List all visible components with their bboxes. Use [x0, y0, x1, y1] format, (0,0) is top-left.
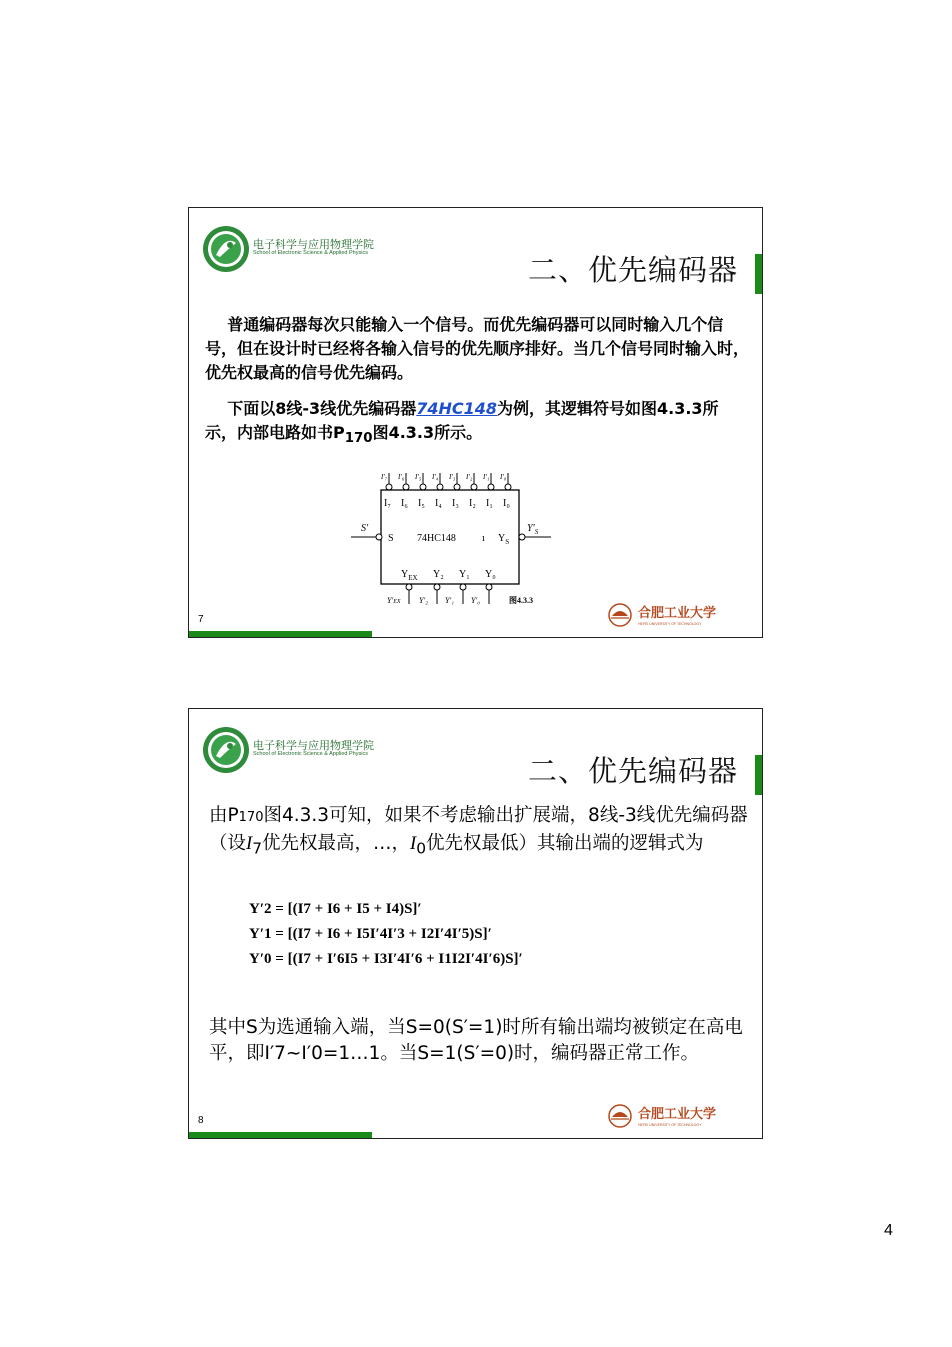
- slide-title: 二、优先编码器: [527, 754, 738, 788]
- svg-text:I′₂: I′₂: [466, 473, 473, 481]
- svg-text:I′₃: I′₃: [449, 473, 456, 481]
- chip-name-label: 74HC148: [417, 533, 456, 544]
- equation-y0: Y′0 = [(I7 + I′6I5 + I3I′4I′6 + I1I2I′4I′6)S]′: [249, 951, 523, 967]
- svg-text:I₀: I₀: [503, 498, 510, 509]
- svg-text:I′₄: I′₄: [432, 473, 439, 481]
- title-accent-bar: [755, 755, 762, 795]
- slide-page-number: 8: [198, 1115, 204, 1126]
- school-logo-icon: [202, 726, 250, 774]
- school-name-cn: 电子科学与应用物理学院: [253, 238, 374, 251]
- equation-y2: Y′2 = [(I7 + I6 + I5 + I4)S]′: [249, 901, 422, 917]
- svg-text:合肥工业大学: 合肥工业大学: [638, 1107, 717, 1122]
- figure-label: 图4.3.3: [509, 596, 533, 605]
- school-logo-icon: [202, 225, 250, 273]
- svg-text:Y′S: $Y'_S$: [527, 523, 539, 536]
- var-i0-sub: 0: [416, 839, 426, 858]
- svg-text:I′₅: I′₅: [415, 473, 422, 481]
- var-i7: I: [246, 834, 253, 854]
- paragraph-example: [205, 397, 750, 451]
- school-name-en: School of Electronic Science & Applied Physics: [253, 751, 368, 757]
- svg-text:I₆: I₆: [401, 498, 408, 509]
- svg-text:Y₀: Y₀: [485, 569, 496, 580]
- example-sub: 170: [344, 431, 373, 447]
- svg-text:Y′₁: Y′₁: [445, 596, 454, 605]
- deriv-sub: 170: [238, 810, 264, 825]
- deriv-a: 由P: [209, 805, 239, 826]
- svg-text:I₁: I₁: [486, 498, 493, 509]
- slide-8: [188, 708, 763, 1139]
- svg-text:Y′₂: Y′₂: [419, 596, 428, 605]
- svg-text:S′: S′: [361, 523, 369, 534]
- svg-text:Y′EX: Y′EX: [387, 596, 401, 605]
- var-i7-sub: 7: [252, 839, 262, 858]
- svg-text:I′₆: I′₆: [398, 473, 405, 481]
- logic-symbol-74hc148: [351, 470, 571, 605]
- deriv-b: 图4.3.3可知，如果不考虑输出扩展端，8线-3线优先编码器（设: [209, 805, 748, 854]
- svg-text:ı: ı: [482, 533, 485, 544]
- svg-text:YS: $Y_S$: [498, 533, 510, 546]
- svg-text:I′₇: I′₇: [381, 473, 388, 481]
- paragraph-enable: 其中S为选通输入端，当S=0(S′=1)时所有输出端均被锁定在高电平，即I′7~I′0=1…1。当S=1(S′=0)时，编码器正常工作。: [209, 1017, 743, 1064]
- top-pins: [380, 473, 511, 490]
- bottom-accent-bar: [189, 1132, 372, 1138]
- var-i0: I: [410, 834, 417, 854]
- chip-link[interactable]: 74HC148: [416, 399, 497, 418]
- hfut-logo-icon: [608, 602, 748, 628]
- bottom-accent-bar: [189, 631, 372, 637]
- slide-title: 二、优先编码器: [527, 253, 738, 287]
- school-name-cn: 电子科学与应用物理学院: [253, 739, 374, 752]
- example-text-a: 下面以8线-3线优先编码器: [227, 399, 417, 418]
- svg-text:HEFEI UNIVERSITY OF TECHNOLOGY: HEFEI UNIVERSITY OF TECHNOLOGY: [638, 1123, 702, 1127]
- svg-text:I₇: I₇: [384, 498, 391, 509]
- deriv-d: 优先权最低）其输出端的逻辑式为: [426, 833, 704, 854]
- deriv-c: 优先权最高，…，: [262, 833, 411, 854]
- pin-s: S: [388, 533, 394, 544]
- paragraph-derivation: [209, 803, 754, 862]
- slide-7: [188, 207, 763, 638]
- svg-text:YEX: $Y_{EX}$: [401, 569, 418, 582]
- example-text-b: 为例，其逻辑符号如图4.3.3所示，内部电路如书P: [205, 399, 719, 442]
- intro-text: 普通编码器每次只能输入一个信号。而优先编码器可以同时输入几个信号，但在设计时已经将各输入信号的优先顺序排好。当几个信号同时输入时，优先权最高的信号优先编码。: [205, 315, 750, 382]
- school-name-en: School of Electronic Science & Applied Physics: [253, 250, 368, 256]
- svg-text:I′₀: I′₀: [500, 473, 507, 481]
- paragraph-intro: [205, 313, 750, 385]
- svg-text:合肥工业大学: 合肥工业大学: [638, 606, 717, 621]
- svg-text:I₃: I₃: [452, 498, 459, 509]
- slide-page-number: 7: [198, 614, 204, 625]
- svg-text:I₄: I₄: [435, 498, 442, 509]
- example-text-c: 图4.3.3所示。: [372, 423, 483, 442]
- hfut-logo-icon: [608, 1103, 748, 1129]
- svg-text:Y₁: Y₁: [459, 569, 470, 580]
- document-page-number: 4: [884, 1222, 893, 1239]
- equations: [249, 897, 523, 972]
- svg-text:Y′₀: Y′₀: [471, 596, 480, 605]
- equation-y1: Y′1 = [(I7 + I6 + I5I′4I′3 + I2I′4I′5)S]′: [249, 926, 492, 942]
- svg-text:I₂: I₂: [469, 498, 476, 509]
- svg-text:I′₁: I′₁: [483, 473, 490, 481]
- svg-text:I₅: I₅: [418, 498, 425, 509]
- title-accent-bar: [755, 254, 762, 294]
- svg-text:HEFEI UNIVERSITY OF TECHNOLOGY: HEFEI UNIVERSITY OF TECHNOLOGY: [638, 622, 702, 626]
- svg-text:Y₂: Y₂: [433, 569, 444, 580]
